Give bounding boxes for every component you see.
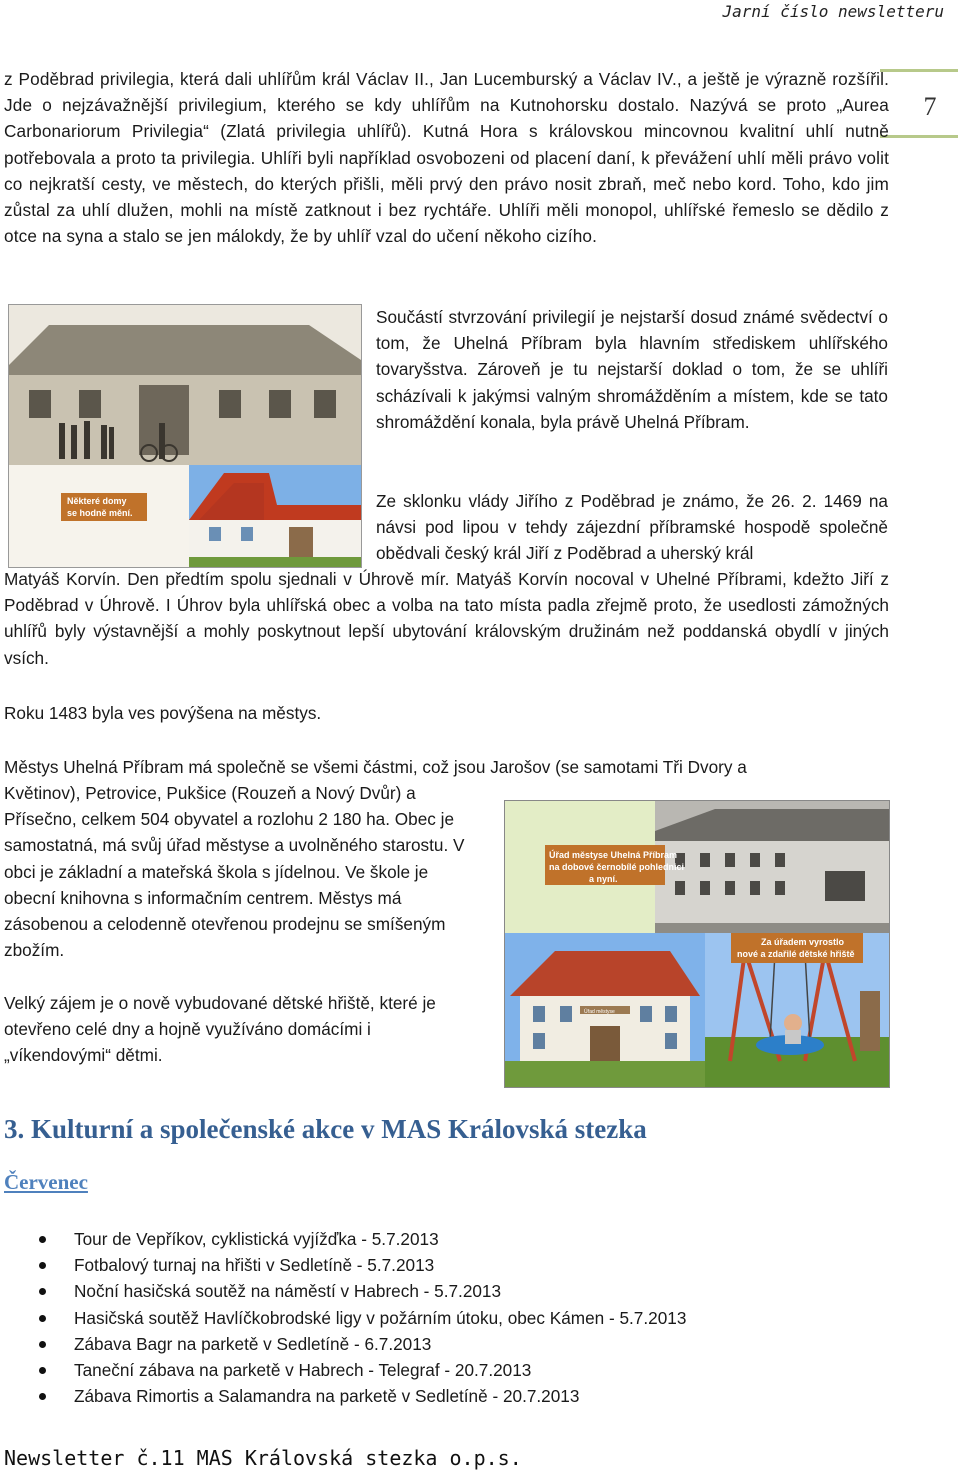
photo-collage-old-houses	[8, 304, 362, 568]
event-item	[0, 1305, 900, 1331]
event-text: Tour de Vepříkov, cyklistická vyjížďka - 5.7.2013	[74, 1229, 439, 1249]
bullet-icon	[39, 1236, 46, 1243]
paragraph-playground: Velký zájem je o nově vybudované dětské hřiště, které je otevřeno celé dny a hojně využíváno domácími i „víkendovými“ dětmi.	[4, 993, 436, 1066]
event-text: Zábava Bagr na parketě v Sedletíně - 6.7.2013	[74, 1333, 432, 1354]
photo-collage-town-office	[504, 800, 890, 1088]
event-text: Noční hasičská soutěž na náměstí v Habrech - 5.7.2013	[74, 1281, 502, 1302]
paragraph-municipality-line1: Městys Uhelná Příbram má společně se všemi částmi, což jsou Jarošov (se samotami Tři Dvory a	[4, 757, 747, 777]
photo2-caption2-line2: nové a zdařilé dětské hřiště	[737, 949, 855, 959]
event-item	[0, 1383, 900, 1409]
paragraph-kings-dinner-continued: Matyáš Korvín. Den předtím spolu sjednali v Úhrově mír. Matyáš Korvín nocoval v Uhelné Příbrami, kdežto Jiří z Poděbrad v Úhrově. I Úhrov byla uhlířská obec a volba na tato místa padla zřejmě proto, že usedlosti zámožných uhlířů byly výstavnější a mohly poskytnout lepší ubytování královským družinám než poddanská obydlí v jiných vsích.	[4, 569, 889, 668]
office-sign: Úřad městyse	[584, 1009, 615, 1015]
section-heading: 3. Kulturní a společenské akce v MAS Královská stezka	[4, 1114, 647, 1144]
photo1-caption-line1: Některé domy	[67, 496, 127, 506]
paragraph-guild-evidence: Součástí stvrzování privilegií je nejstarší dosud známé svědectví o tom, že Uhelná Příbram byla hlavním střediskem uhlířského tovaryšstva. Zároveň je tu nejstarší doklad o tom, že se uhlíři scházívali k jakýmsi valným shromážděním a místem, kde se tato shromáždění konala, byla právě Uhelná Příbram.	[376, 307, 888, 432]
photo2-caption1-line3: a nyní.	[589, 874, 618, 884]
event-item	[0, 1278, 900, 1304]
month-heading-link[interactable]: Červenec	[4, 1170, 88, 1194]
event-text: Zábava Rimortis a Salamandra na parketě v Sedletíně - 20.7.2013	[74, 1386, 580, 1407]
paragraph-municipality-rest: Květinov), Petrovice, Pukšice (Rouzeň a Nový Dvůr) a Přísečno, celkem 504 obyvatel a rozlohu 2 180 ha. Obec je samostatná, má svůj úřad městyse a uvolněného starostu. V obci je základní a mateřská škola s jídelnou. Ve škole je obecní knihovna s informačním centrem. Městys má zásobenou a celodenně otevřenou prodejnu se smíšeným zbožím.	[4, 783, 465, 961]
event-item	[0, 1226, 900, 1252]
bullet-icon	[39, 1262, 46, 1269]
page-number-bottom-rule	[880, 135, 958, 138]
photo2-caption2-line1: Za úřadem vyrostlo	[761, 937, 845, 947]
photo2-caption1-line2: na dobové černobílé pohlednici	[549, 862, 685, 872]
paragraph-privileges: z Poděbrad privilegia, která dali uhlířům král Václav II., Jan Lucemburský a Václav IV., a ještě je výrazně rozšířil. Jde o nejzávažnější privilegium, kterého se kdy uhlířům na Kutnohorsku dostalo. Nazývá se proto „Aurea Carbonariorum Privilegia“ (Zlatá privilegia uhlířů). Kutná Hora s královskou mincovnou kvalitní uhlí nutně potřebovala a proto ta privilegia. Uhlíři byli například osvobozeni od placení daní, k převážení uhlí měli právo volit co nejkratší cesty, ve městech, do kterých přišli, měli prvý den právo nosit zbraň, meč nebo kord. Toho, kdo jim zůstal za uhlí dlužen, mohli na místě zatknout i bez rychtáře. Uhlíři měli monopol, uhlířské řemeslo se dědilo z otce na syna a stalo se jen málokdy, že by uhlíř vzal do učení někoho cizího.	[4, 69, 889, 247]
bullet-icon	[39, 1315, 46, 1322]
paragraph-kings-dinner: Ze sklonku vlády Jiřího z Poděbrad je známo, že 26. 2. 1469 na návsi pod lipou v tehdy zájezdní příbramské hospodě společně obědvali český král Jiří z Poděbrad a uherský král	[376, 491, 888, 564]
event-text: Taneční zábava na parketě v Habrech - Telegraf - 20.7.2013	[74, 1360, 532, 1381]
event-item	[0, 1357, 900, 1383]
event-item	[0, 1331, 900, 1357]
bullet-icon	[39, 1288, 46, 1295]
bullet-icon	[39, 1341, 46, 1348]
paragraph-town-status: Roku 1483 byla ves povýšena na městys.	[4, 703, 322, 723]
newsletter-header-title: Jarní číslo newsletteru	[722, 2, 944, 21]
events-list	[0, 1226, 900, 1409]
event-text: Fotbalový turnaj na hřišti v Sedletíně - 5.7.2013	[74, 1255, 435, 1276]
newsletter-footer: Newsletter č.11 MAS Královská stezka o.p.s.	[4, 1446, 522, 1470]
photo1-caption-line2: se hodně mění.	[67, 508, 133, 518]
photo2-caption1-line1: Úřad městyse Uhelná Příbram	[549, 850, 678, 860]
bullet-icon	[39, 1367, 46, 1374]
page-number-top-rule	[880, 69, 958, 72]
event-text: Hasičská soutěž Havlíčkobrodské ligy v požárním útoku, obec Kámen - 5.7.2013	[74, 1307, 687, 1328]
event-item	[0, 1252, 900, 1278]
page-number: 7	[923, 92, 937, 121]
bullet-icon	[39, 1393, 46, 1400]
